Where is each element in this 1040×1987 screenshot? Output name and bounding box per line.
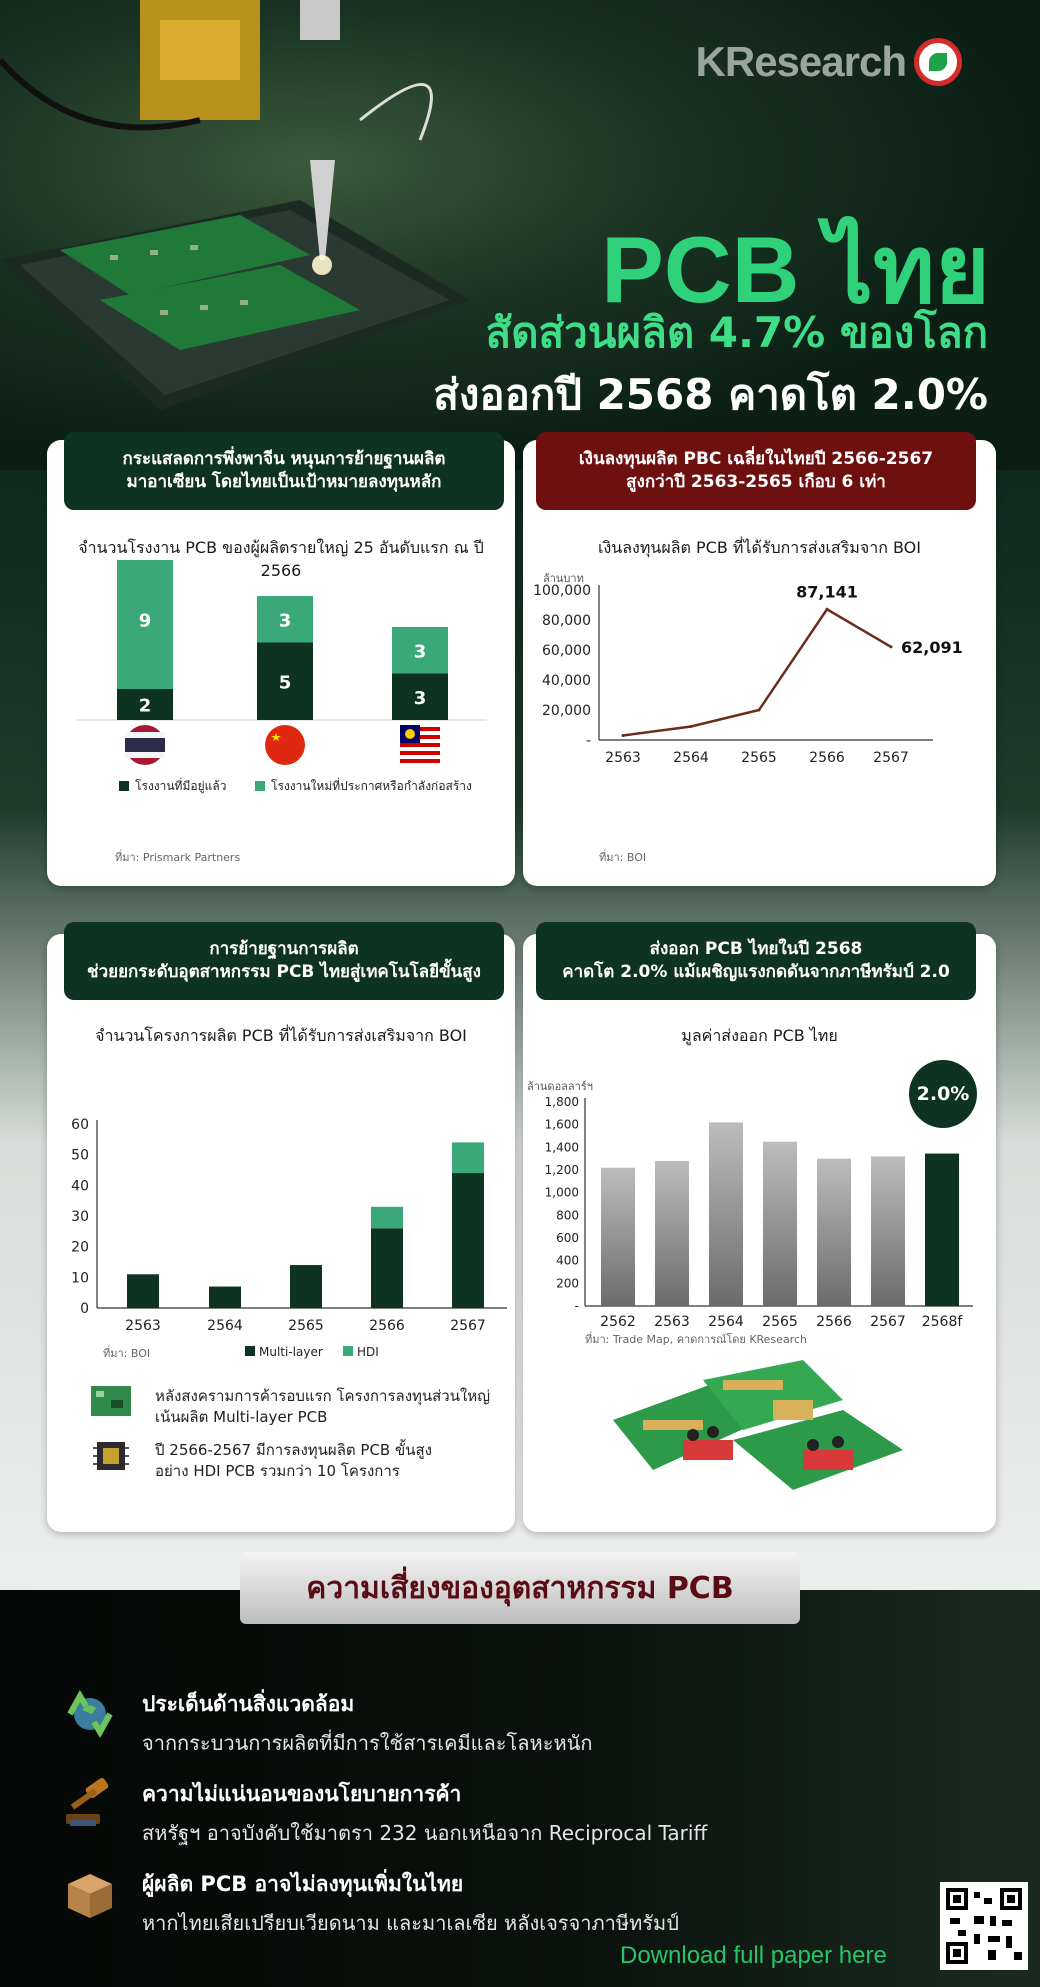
bar-export-2562 [601,1168,635,1306]
x-tick-label: 2563 [125,1318,161,1334]
x-tick-label: 2567 [873,750,909,766]
thailand-flag-icon [125,725,165,765]
note-hdi-line1: ปี 2566-2567 มีการลงทุนผลิต PCB ขั้นสูง [155,1441,432,1459]
x-tick-label: 2564 [673,750,709,766]
legend-swatch-existing [119,781,129,791]
y-tick-label: 60 [71,1117,89,1133]
y-tick-label: 10 [71,1270,89,1287]
risk-desc-environment: จากกระบวนการผลิตที่มีการใช้สารเคมีและโลหะหนัก [142,1731,593,1755]
y-tick-label: 80,000 [542,613,591,629]
data-point [758,709,761,712]
malaysia-flag-icon [400,725,440,765]
x-tick-label: 2566 [369,1318,405,1334]
malaysia-flag-stripe [400,751,440,755]
y-tick-label: 100,000 [533,583,591,599]
malaysia-flag-moon [405,729,415,739]
x-tick-label: 2563 [654,1314,690,1330]
legend-label-new: โรงงานใหม่ที่ประกาศหรือกำลังก่อสร้าง [271,779,472,793]
bar-export-2568f [925,1154,959,1306]
pcb-product-image [603,1360,923,1510]
bar-multilayer-2563 [127,1274,159,1308]
risk-head-environment: ประเด็นด้านสิ่งแวดล้อม [142,1692,355,1716]
y-tick-label: 20 [71,1239,89,1256]
brand-name: KResearch [695,38,906,85]
y-axis-title: ล้านบาท [543,572,584,585]
source-exports: ที่มา: Trade Map, คาดการณ์โดย KResearch [585,1333,807,1346]
chart-title-exports: มูลค่าส่งออก PCB ไทย [681,1026,838,1045]
hero-section [0,0,1040,470]
y-tick-label: 1,000 [544,1185,579,1200]
chart-title-factories: จำนวนโรงงาน PCB ของผู้ผลิตรายใหญ่ 25 อันดับแรก ณ ปี 2566 [78,538,484,580]
risk-title: ความเสี่ยงของอุตสาหกรรม PCB [240,1552,800,1624]
y-tick-label: 20,000 [542,703,591,719]
x-tick-label: 2565 [762,1314,798,1330]
bar-export-2564 [709,1122,743,1306]
note-hdi [155,1440,432,1482]
y-axis-title: ล้านดอลลาร์ฯ [527,1080,593,1093]
bar-hdi-2567 [452,1142,484,1173]
tag-projects [64,922,504,1000]
y-tick-label: 600 [556,1231,579,1245]
kbank-logo-icon [914,38,962,86]
gavel-icon [60,1774,120,1830]
download-link[interactable]: Download full paper here [620,1942,887,1969]
source-investment: ที่มา: BOI [599,851,647,864]
data-label-2567: 62,091 [901,637,963,657]
tag-factories-line1: กระแสลดการพึ่งพาจีน หนุนการย้ายฐานผลิต [122,449,446,470]
tag-factories-line2: มาอาเซียน โดยไทยเป็นเป้าหมายลงทุนหลัก [126,472,442,492]
x-tick-label: 2563 [605,750,641,766]
chip-icon [89,1434,133,1478]
y-tick-label: 40,000 [542,673,591,689]
chart-title-projects: จำนวนโครงการผลิต PCB ที่ได้รับการส่งเสริมจาก BOI [95,1026,467,1045]
chart-investment [523,560,996,860]
x-tick-label: 2566 [816,1314,852,1330]
risk-item-investment-text [142,1864,679,1939]
chart-title-investment: เงินลงทุนผลิต PCB ที่ได้รับการส่งเสริมจาก BOI [598,538,921,557]
note-multilayer-line1: หลังสงครามการค้ารอบแรก โครงการลงทุนส่วนใหญ่ [155,1387,490,1405]
y-tick-label: 60,000 [542,643,591,659]
y-tick-label: 30 [71,1209,89,1225]
risk-head-policy: ความไม่แน่นอนของนโยบายการค้า [142,1782,462,1806]
data-label-new-0: 9 [138,610,152,632]
chart-factories [47,560,515,860]
pcb-board-icon [91,1386,131,1416]
y-tick-label: - [585,733,591,749]
data-label-existing-1: 5 [278,672,292,694]
tag-exports-line2: คาดโต 2.0% แม้เผชิญแรงกดดันจากภาษีทรัมป์ 2.0 [562,962,950,982]
data-label-new-1: 3 [278,610,292,632]
risk-item-environment [60,1684,592,1759]
malaysia-flag-stripe [400,743,440,747]
bar-multilayer-2564 [209,1287,241,1308]
risk-item-environment-text [142,1684,592,1759]
bar-export-2563 [655,1161,689,1306]
x-tick-label: 2564 [207,1318,243,1334]
bar-hdi-2566 [371,1207,403,1228]
panel-exports [523,934,996,1532]
data-point [690,725,693,728]
y-tick-label: 1,400 [544,1140,579,1155]
legend-swatch-new [255,781,265,791]
source-projects: ที่มา: BOI [103,1347,151,1360]
x-tick-label: 2568f [921,1314,963,1330]
tag-investment [536,432,976,510]
page-subtitle-share: สัดส่วนผลิต 4.7% ของโลก [485,308,988,357]
bar-multilayer-2566 [371,1228,403,1308]
tag-exports-line1: ส่งออก PCB ไทยในปี 2568 [649,939,863,960]
panel-projects [47,934,515,1532]
data-point [890,645,893,648]
x-tick-label: 2565 [741,750,777,766]
y-tick-label: 1,600 [544,1117,579,1132]
source-factories: ที่มา: Prismark Partners [115,851,241,864]
tag-factories [64,432,504,510]
x-tick-label: 2566 [809,750,845,766]
y-tick-label: 800 [556,1208,579,1223]
tag-projects-line1: การย้ายฐานการผลิต [209,939,359,960]
y-tick-label: 1,800 [544,1095,579,1109]
chart-exports [523,1074,996,1344]
qr-code-icon[interactable] [940,1882,1028,1970]
risk-desc-policy: สหรัฐฯ อาจบังคับใช้มาตรา 232 นอกเหนือจาก Reciprocal Tariff [142,1821,708,1845]
thailand-flag-blue [125,738,165,752]
y-tick-label: - [574,1299,579,1313]
y-tick-label: 40 [71,1178,89,1195]
bar-multilayer-2565 [290,1265,322,1308]
tag-investment-line2: สูงกว่าปี 2563-2565 เกือบ 6 เท่า [626,472,886,492]
risk-item-policy-text [142,1774,707,1849]
page-subtitle-export: ส่งออกปี 2568 คาดโต 2.0% [433,370,988,419]
y-tick-label: 50 [71,1147,89,1164]
china-flag-icon [265,725,305,765]
data-point [826,608,829,611]
x-tick-label: 2564 [708,1314,744,1330]
bar-export-2565 [763,1142,797,1306]
y-tick-label: 1,200 [544,1163,579,1177]
page-title: PCB ไทย [601,217,990,322]
note-multilayer [155,1386,490,1428]
data-label-2566: 87,141 [796,582,858,602]
x-tick-label: 2567 [870,1314,906,1330]
legend-label-multilayer: Multi-layer [259,1345,323,1359]
growth-badge: 2.0% [909,1060,977,1128]
risk-item-policy [60,1774,707,1849]
brand-logo-group [696,38,962,86]
series-line-investment [623,609,891,735]
tag-exports [536,922,976,1000]
risk-desc-investment: หากไทยเสียเปรียบเวียดนาม และมาเลเซีย หลังเจรจาภาษีทรัมป์ [142,1911,679,1935]
risk-head-investment: ผู้ผลิต PCB อาจไม่ลงทุนเพิ่มในไทย [142,1872,464,1896]
note-hdi-line2: อย่าง HDI PCB รวมกว่า 10 โครงการ [155,1462,400,1480]
x-tick-label: 2565 [288,1318,324,1334]
recycle-icon [60,1684,120,1740]
x-tick-label: 2562 [600,1314,636,1330]
legend-label-hdi: HDI [357,1345,379,1359]
bar-multilayer-2567 [452,1173,484,1308]
bar-export-2567 [871,1156,905,1306]
data-label-new-2: 3 [413,641,427,663]
x-tick-label: 2567 [450,1318,486,1334]
y-tick-label: 400 [556,1253,579,1268]
legend-label-existing: โรงงานที่มีอยู่แล้ว [135,779,227,793]
china-flag-bg [265,725,305,765]
box-icon [60,1864,120,1920]
bar-export-2566 [817,1159,851,1306]
legend-swatch-multilayer [245,1346,255,1356]
tag-investment-line1: เงินลงทุนผลิต PBC เฉลี่ยในไทยปี 2566-2567 [578,449,934,470]
tag-projects-line2: ช่วยยกระดับอุตสาหกรรม PCB ไทยสู่เทคโนโลยีขั้นสูง [87,962,481,982]
legend-swatch-hdi [343,1346,353,1356]
data-point [622,734,625,737]
y-tick-label: 200 [556,1276,579,1291]
data-label-existing-2: 3 [413,687,427,709]
malaysia-flag-stripe [400,759,440,763]
y-tick-label: 0 [80,1301,89,1317]
note-multilayer-line2: เน้นผลิต Multi-layer PCB [155,1408,328,1426]
risk-item-investment [60,1864,679,1939]
data-label-existing-0: 2 [138,695,152,717]
